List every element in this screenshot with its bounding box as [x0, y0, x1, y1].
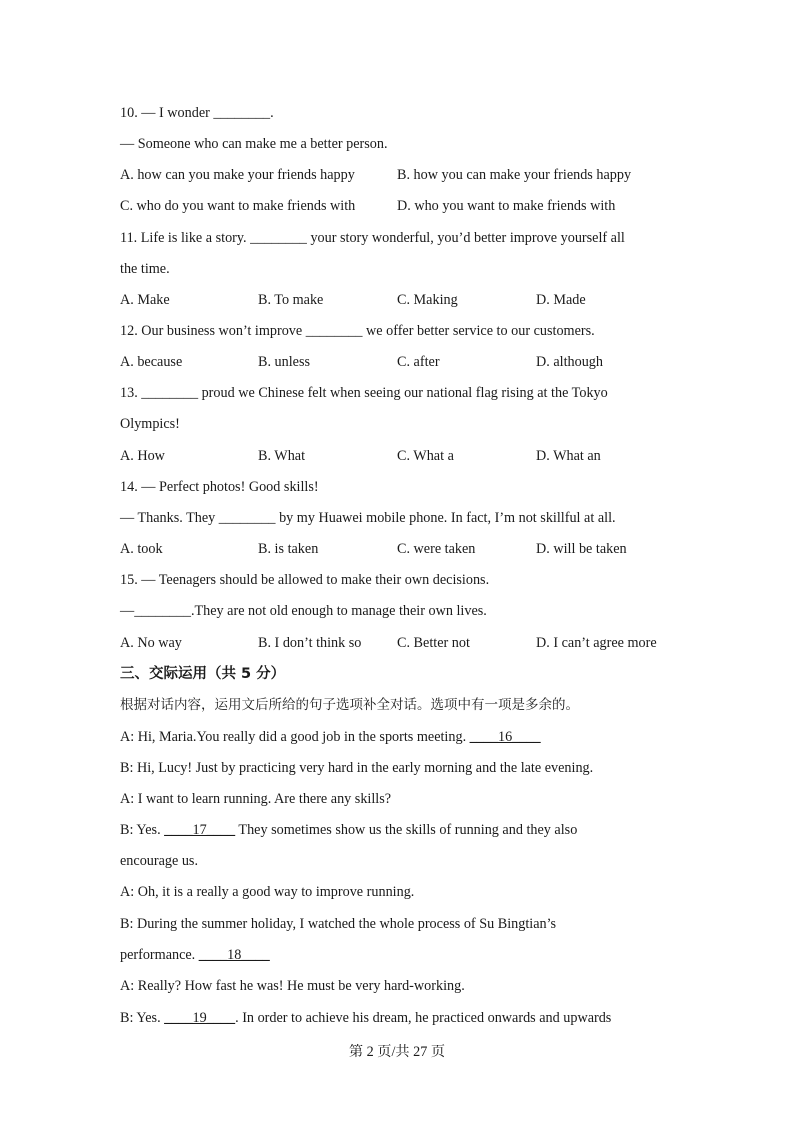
q12-stem: 12. Our business won’t improve ________ we offer better service to our customers.	[120, 323, 595, 339]
dialogue-line-4-pre: B: Yes.	[120, 822, 165, 838]
q10-option-b: B. how you can make your friends happy	[397, 167, 632, 183]
section-instruction: 根据对话内容，运用文后所给的句子选项补全对话。选项中有一项是多余的。	[120, 697, 579, 713]
q11-option-d: D. Made	[536, 292, 586, 308]
q15-option-a: A. No way	[120, 635, 182, 651]
blank-16: ____16____	[469, 729, 541, 745]
q12-option-d: D. although	[536, 354, 603, 370]
q10-option-a: A. how can you make your friends happy	[120, 167, 355, 183]
page-footer: 第 2 页/共 27 页	[348, 1044, 446, 1060]
q15-options	[120, 633, 680, 653]
q13-options	[120, 446, 680, 466]
q11-option-c: C. Making	[397, 292, 458, 308]
q12-option-b: B. unless	[258, 354, 311, 370]
q13-stem-cont: Olympics!	[120, 416, 180, 432]
q14-stem: 14. — Perfect photos! Good skills!	[120, 479, 319, 495]
q15-option-b: B. I don’t think so	[258, 635, 362, 651]
q13-option-d: D. What an	[536, 448, 601, 464]
q12-option-c: C. after	[397, 354, 440, 370]
q15-reply-text: .They are not old enough to manage their own lives.	[190, 603, 487, 619]
q12-option-a: A. because	[120, 354, 183, 370]
q14-option-d: D. will be taken	[536, 541, 627, 557]
dialogue-line-8	[120, 1008, 611, 1028]
dialogue-line-8-pre: B: Yes.	[120, 1010, 165, 1026]
q13-option-a: A. How	[120, 448, 165, 464]
dialogue-line-7: A: Really? How fast he was! He must be very hard-working.	[120, 978, 465, 994]
q12-options	[120, 352, 680, 372]
dialogue-line-8-post: . In order to achieve his dream, he practiced onwards and upwards	[235, 1010, 612, 1026]
q11-option-b: B. To make	[258, 292, 324, 308]
q14-option-b: B. is taken	[258, 541, 319, 557]
q13-stem: 13. ________ proud we Chinese felt when seeing our national flag rising at the Tokyo	[120, 385, 608, 401]
blank-18: ____18____	[198, 947, 270, 963]
q13-option-b: B. What	[258, 448, 306, 464]
q10-reply: — Someone who can make me a better person.	[120, 136, 388, 152]
blank-19: ____19____	[164, 1010, 236, 1026]
q14-option-a: A. took	[120, 541, 163, 557]
q15-option-c: C. Better not	[397, 635, 470, 651]
blank-17: ____17____	[164, 822, 236, 838]
q11-option-a: A. Make	[120, 292, 170, 308]
dialogue-line-1	[120, 727, 541, 747]
q11-options	[120, 290, 680, 310]
q11-stem-cont: the time.	[120, 261, 170, 277]
dialogue-line-4	[120, 820, 577, 840]
q11-stem: 11. Life is like a story. ________ your story wonderful, you’d better improve yourself all	[120, 230, 625, 246]
q10-option-c: C. who do you want to make friends with	[120, 198, 356, 214]
dialogue-line-6: B: During the summer holiday, I watched the whole process of Su Bingtian’s	[120, 916, 557, 932]
q10-option-d: D. who you want to make friends with	[397, 198, 616, 214]
dialogue-line-2: B: Hi, Lucy! Just by practicing very hard in the early morning and the late evening.	[120, 760, 594, 776]
q15-reply-dash: —	[120, 603, 135, 619]
dialogue-line-6-pre: performance.	[120, 947, 199, 963]
section-title: 三、交际运用（共 5 分）	[120, 666, 286, 682]
dialogue-line-1-text: A: Hi, Maria.You really did a good job in the sports meeting.	[120, 729, 470, 745]
dialogue-line-4-post: They sometimes show us the skills of running and they also	[235, 822, 578, 838]
q15-option-d: D. I can’t agree more	[536, 635, 657, 651]
q14-options	[120, 539, 680, 559]
q14-reply: — Thanks. They ________ by my Huawei mobile phone. In fact, I’m not skillful at all.	[120, 510, 616, 526]
q13-option-c: C. What a	[397, 448, 454, 464]
q15-stem: 15. — Teenagers should be allowed to make their own decisions.	[120, 572, 490, 588]
q15-reply-blank: ________	[134, 603, 191, 619]
q10-stem: 10. — I wonder ________.	[120, 105, 274, 121]
dialogue-line-4-cont: encourage us.	[120, 853, 198, 869]
q10-options-row-1	[120, 165, 680, 185]
q10-options-row-2	[120, 196, 680, 216]
dialogue-line-6-cont	[120, 945, 270, 965]
q15-reply	[120, 601, 487, 621]
dialogue-line-5: A: Oh, it is a really a good way to improve running.	[120, 884, 415, 900]
q14-option-c: C. were taken	[397, 541, 476, 557]
dialogue-line-3: A: I want to learn running. Are there any skills?	[120, 791, 392, 807]
